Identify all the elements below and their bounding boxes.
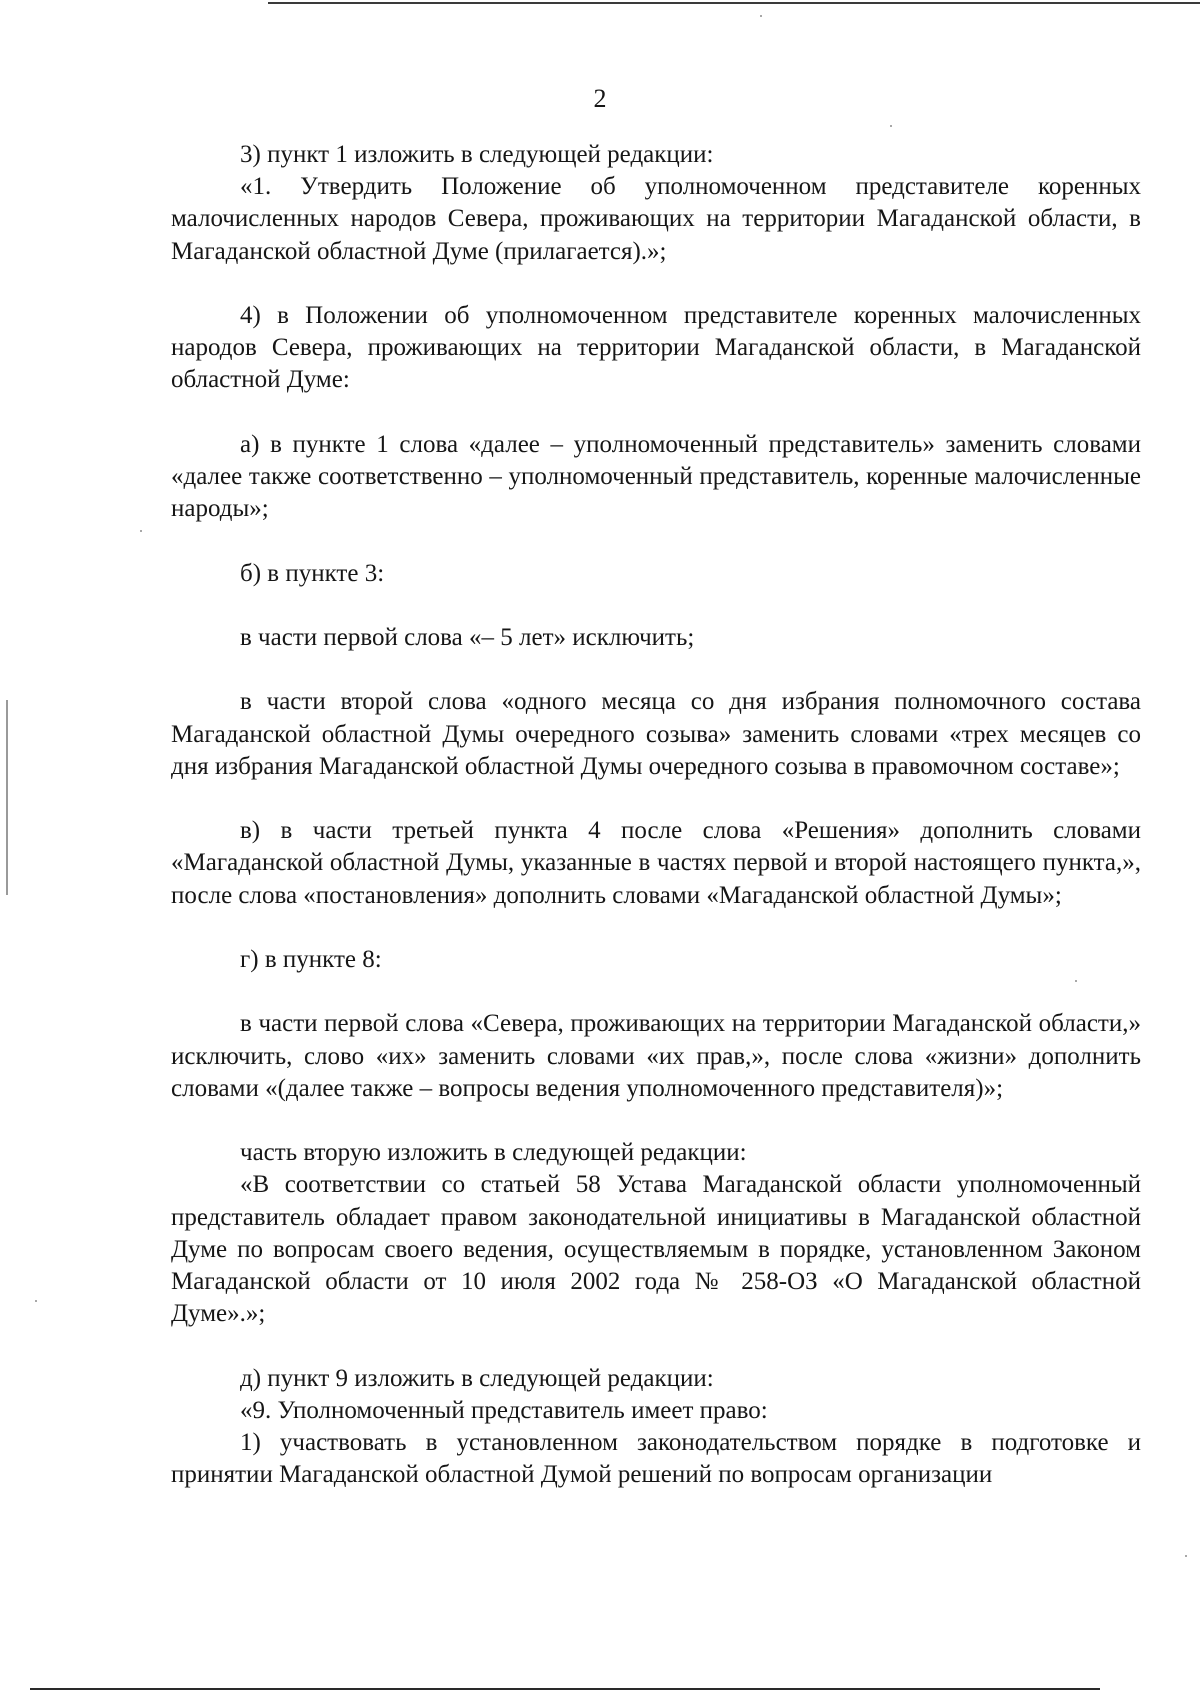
page-number: 2 bbox=[593, 84, 607, 113]
scan-edge-top bbox=[268, 2, 1200, 4]
paragraph-subitem-a: а) в пункте 1 слова «далее – уполномоченный представитель» заменить словами «далее также соответственно – уполномоченный представитель, коренные малочисленные народы»; bbox=[171, 430, 1141, 523]
scan-speck bbox=[1185, 1555, 1187, 1557]
scan-speck bbox=[890, 125, 892, 127]
paragraph-subitem-b: б) в пункте 3: bbox=[240, 559, 385, 587]
document-body bbox=[171, 139, 1141, 1491]
paragraph-quote-article-58: «В соответствии со статьей 58 Устава Магаданской области уполномоченный представитель обладает правом законодательной инициативы в Магаданской областной Думе по вопросам своего ведения, осуществляемым в порядке, установленном Законом Магаданской области от 10 июля 2002 года № 258-ОЗ «О Магаданской областной Думе».»; bbox=[171, 1171, 1141, 1328]
scan-speck bbox=[760, 15, 762, 17]
paragraph-subitem-d: д) пункт 9 изложить в следующей редакции: bbox=[240, 1364, 714, 1392]
paragraph-item-1-quote: «1. Утвердить Положение об уполномоченном представителе коренных малочисленных народов Севера, проживающих на территории Магаданской области, в Магаданской областной Думе (прилагается).»; bbox=[171, 173, 1141, 265]
paragraph-item-9-1: 1) участвовать в установленном законодательством порядке в подготовке и принятии Магаданской областной Думой решений по вопросам организации bbox=[171, 1428, 1141, 1489]
paragraph-part-two-item-8: часть вторую изложить в следующей редакции: bbox=[240, 1139, 747, 1167]
paragraph-item-3: 3) пункт 1 изложить в следующей редакции: bbox=[240, 141, 714, 168]
scan-edge-left bbox=[6, 700, 8, 895]
paragraph-subitem-g: г) в пункте 8: bbox=[240, 945, 382, 973]
scan-speck bbox=[35, 1300, 37, 1302]
paragraph-part-one: в части первой слова «– 5 лет» исключить; bbox=[240, 623, 695, 651]
paragraph-item-9-quote: «9. Уполномоченный представитель имеет право: bbox=[240, 1396, 768, 1424]
paragraph-part-one-item-8: в части первой слова «Севера, проживающих на территории Магаданской области,» исключить, слово «их» заменить словами «их прав,», после слова «жизни» дополнить словами «(далее также – вопросы ведения уполномоченного представителя)»; bbox=[171, 1010, 1141, 1102]
paragraph-subitem-v: в) в части третьей пункта 4 после слова «Решения» дополнить словами «Магаданской областной Думы, указанные в частях первой и второй настоящего пункта,», после слова «постановления» дополнить словами «Магаданской областной Думы»; bbox=[171, 817, 1141, 909]
scan-speck bbox=[140, 530, 142, 532]
paragraph-item-4: 4) в Положении об уполномоченном представителе коренных малочисленных народов Севера, проживающих на территории Магаданской области, в Магаданской областной Думе: bbox=[171, 302, 1141, 394]
scan-edge-bottom bbox=[30, 1688, 1100, 1690]
paragraph-part-two: в части второй слова «одного месяца со дня избрания полномочного состава Магаданской областной Думы очередного созыва» заменить словами «трех месяцев со дня избрания Магаданской областной Думы очередного созыва в правомочном составе»; bbox=[171, 688, 1141, 780]
